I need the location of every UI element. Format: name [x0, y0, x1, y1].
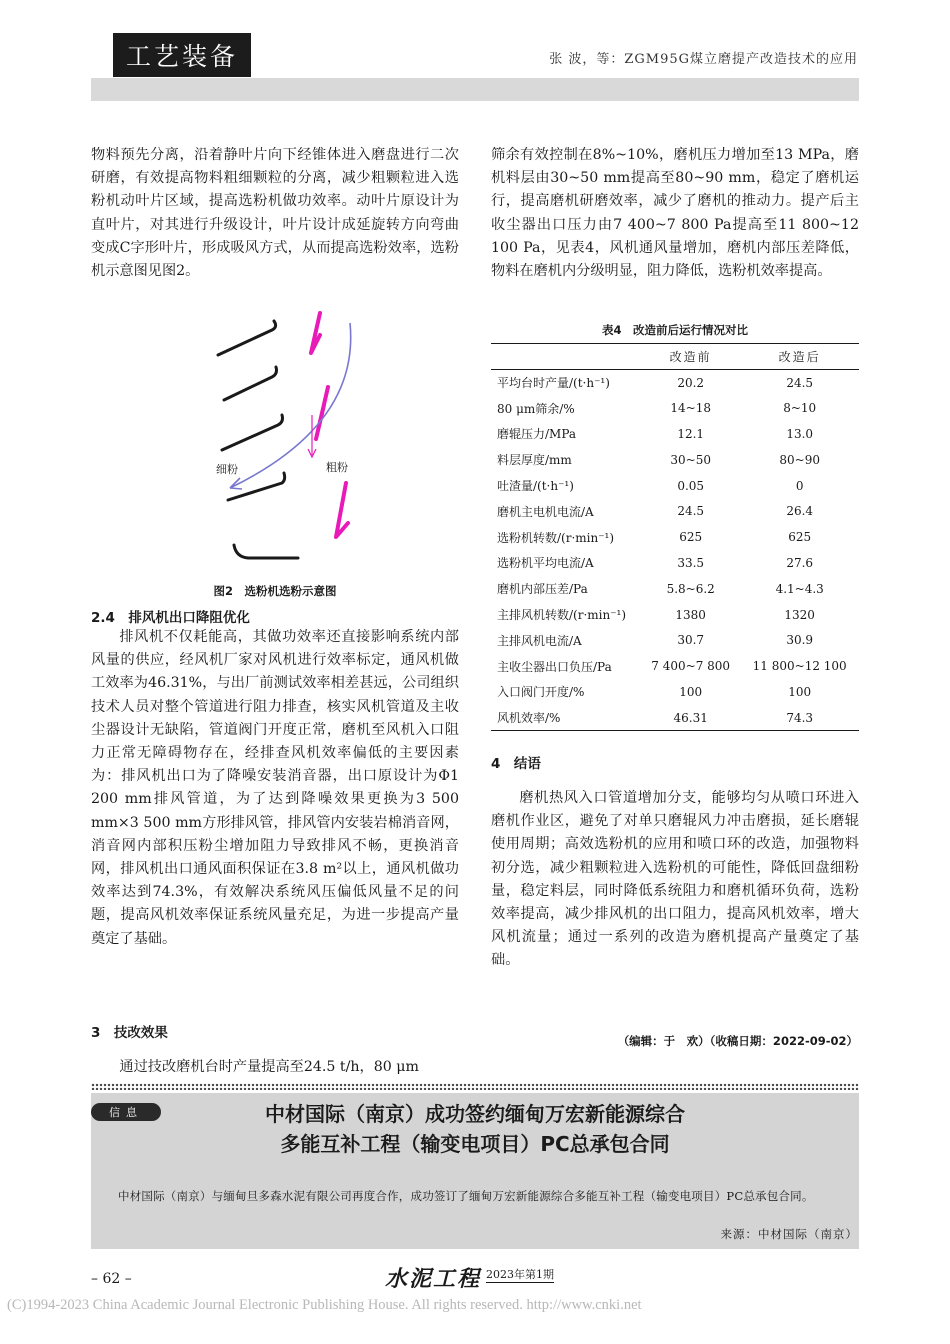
table-cell-after: 100	[788, 684, 812, 699]
table-row	[491, 524, 859, 550]
table-title: 表4 改造前后运行情况对比	[601, 323, 748, 337]
table-cell-after: 24.5	[786, 375, 814, 390]
news-headline	[91, 1099, 859, 1159]
coarse-blade-1	[311, 313, 320, 353]
table-header-param	[491, 344, 641, 370]
table-cell-param: 主排风机转数/(r·min⁻¹)	[497, 608, 627, 623]
table-cell-param: 80 μm筛余/%	[497, 401, 575, 416]
table-cell-before: 100	[679, 684, 703, 699]
figure-caption: 图2 选粉机选粉示意图	[213, 584, 337, 598]
table-cell-before: 46.31	[641, 705, 740, 731]
table-row	[491, 498, 859, 524]
blade-5	[234, 545, 298, 558]
table-cell-after: 74.3	[740, 705, 859, 731]
table-cell-after: 1320	[784, 607, 815, 622]
blade-3	[222, 415, 283, 450]
table-cell-param: 入口阀门开度/%	[497, 685, 585, 700]
table-cell-param: 风机效率/%	[491, 705, 641, 731]
news-tag: 信息	[91, 1103, 161, 1121]
table-cell-before: 12.1	[677, 426, 705, 441]
table-row	[491, 602, 859, 628]
right-paragraph-2: 磨机热风入口管道增加分支，能够均匀从喷口环进入磨机作业区，避免了对单只磨辊风力冲击磨损，延长磨辊使用周期；高效选粉机的应用和喷口环的改造，加强物料初分选，减少粗颗粒进入选粉机的可能性，降低回盘细粉量，稳定料层，同时降低系统阻力和磨机循环负荷，选粉效率提高，减少排风机的出口阻力，提高风机效率，增大风机流量；通过一系列的改造为磨机提高产量奠定了基础。	[491, 790, 859, 969]
page-number: – 62 –	[91, 1271, 132, 1287]
table-header-before: 改造前	[641, 344, 740, 370]
left-paragraph-2: 排风机不仅耗能高，其做功效率还直接影响系统内部风量的供应，经风机厂家对风机进行效率标定，通风机做工效率为46.31%，与出厂前测试效率相差甚远，公司组织技术人员对整个管道进行阻力排查，核实风机管道及主收尘器设计无缺陷，管道阀门开度正常，磨机至风机入口阻力正常无障碍物存在，经排查风机效率偏低的主要因素为：排风机出口为了降噪安装消音器，出口原设计为Φ1 200 mm排风管道，为了达到降噪效果更换为3 500 mm×3 500 mm方形排风管，排风管内安装岩棉消音网，消音网内部积压粉尘增加阻力导致排风不畅，更换消音网，排风机出口通风面积保证在3.8 m²以上，通风机做功效率达到74.3%，有效解决系统风压偏低风量不足的问题，提高风机效率保证系统风量充足，为进一步提高产量奠定了基础。	[91, 629, 459, 947]
table-row	[491, 679, 859, 705]
table-row	[491, 576, 859, 602]
running-title: 张 波，等：ZGM95G煤立磨提产改造技术的应用	[549, 52, 858, 67]
news-body: 中材国际（南京）与缅甸旦多森水泥有限公司再度合作，成功签订了缅甸万宏新能源综合多能互补工程（输变电项目）PC总承包合同。	[118, 1189, 814, 1203]
table-cell-after: 26.4	[786, 504, 814, 519]
table-header-row	[491, 344, 859, 370]
comparison-table	[491, 343, 859, 731]
right-paragraph-1: 筛余有效控制在8%~10%，磨机压力增加至13 MPa，磨机料层由30~50 mm提高至80~90 mm，稳定了磨机运行，提高磨机研磨效率，减少了磨机的推动力。提产后主收尘器出口压力由7 400~7 800 Pa提高至11 800~12 100 Pa，见表4，风机通风量增加，磨机内部压差降低，物料在磨机内分级明显，阻力降低，选粉机效率提高。	[491, 147, 859, 280]
journal-name: 水泥工程	[385, 1266, 482, 1292]
table-cell-before: 1380	[675, 607, 706, 622]
table-cell-after: 27.6	[786, 555, 814, 570]
label-coarse: 粗粉	[326, 461, 348, 474]
table-cell-after: 11 800~12 100	[752, 659, 847, 674]
editor-note: （编辑：于 欢）（收稿日期：2022-09-02）	[617, 1034, 858, 1048]
table-row	[491, 395, 859, 421]
table-cell-param: 选粉机转数/(r·min⁻¹)	[497, 530, 615, 545]
separator-diagram	[200, 305, 370, 575]
news-divider	[91, 1083, 859, 1090]
blade-4	[228, 473, 285, 500]
table-cell-before: 7 400~7 800	[651, 659, 731, 674]
left-column	[91, 144, 459, 283]
news-headline-line-2: 多能互补工程（输变电项目）PC总承包合同	[280, 1132, 670, 1156]
news-source: 来源：中材国际（南京）	[720, 1227, 858, 1241]
table-cell-param: 吐渣量/(t·h⁻¹)	[497, 479, 574, 494]
table-row	[491, 627, 859, 653]
table-cell-after: 30.9	[786, 633, 814, 648]
table-row	[491, 421, 859, 447]
left-paragraph-3: 通过技改磨机台时产量提高至24.5 t/h，80 μm	[119, 1059, 419, 1075]
section-2-4-title: 2.4 排风机出口降阻优化	[91, 610, 250, 626]
section-4-title: 4 结语	[491, 756, 541, 772]
table-cell-before: 24.5	[677, 504, 705, 519]
table-cell-before: 0.05	[677, 478, 705, 493]
table-row	[491, 370, 859, 396]
table-row	[491, 447, 859, 473]
section-tag: 工艺装备	[113, 33, 251, 77]
table-cell-after: 0	[795, 478, 804, 493]
table-cell-before: 5.8~6.2	[666, 581, 715, 596]
table-cell-before: 33.5	[677, 555, 705, 570]
table-cell-param: 平均台时产量/(t·h⁻¹)	[497, 376, 610, 391]
table-cell-before: 20.2	[677, 375, 705, 390]
section-3-title: 3 技改效果	[91, 1025, 168, 1041]
table-cell-before: 14~18	[670, 401, 711, 416]
table-cell-after: 13.0	[786, 426, 814, 441]
coarse-blade-3	[336, 483, 348, 537]
table-row	[491, 653, 859, 679]
table-cell-before: 30~50	[670, 452, 711, 467]
table-cell-param: 磨辊压力/MPa	[497, 427, 577, 442]
label-fine: 细粉	[216, 463, 238, 476]
table-row	[491, 550, 859, 576]
issue-label: 2023年第1期	[486, 1268, 554, 1281]
left-paragraph-1: 物料预先分离，沿着静叶片向下经锥体进入磨盘进行二次研磨，有效提高物料粗细颗粒的分离，减少粗颗粒进入选粉机动叶片区域，提高选粉机做功效率。动叶片原设计为直叶片，对其进行升级设计，叶片设计成延旋转方向弯曲变成C字形叶片，形成吸风方式，从而提高选粉效率，选粉机示意图见图2。	[91, 147, 459, 280]
table-cell-before: 625	[679, 530, 703, 545]
right-column-lower	[491, 787, 859, 973]
table-cell-param: 料层厚度/mm	[497, 453, 572, 468]
news-headline-line-1: 中材国际（南京）成功签约缅甸万宏新能源综合	[265, 1102, 685, 1126]
table-header-after: 改造后	[740, 344, 859, 370]
table-cell-after: 80~90	[779, 452, 820, 467]
left-column-lower	[91, 626, 459, 951]
left-column-tail	[91, 1056, 459, 1079]
table-row	[491, 473, 859, 499]
table-cell-before: 30.7	[677, 633, 705, 648]
table-cell-after: 625	[788, 530, 812, 545]
table-cell-after: 8~10	[783, 401, 817, 416]
table-cell-param: 主收尘器出口负压/Pa	[497, 659, 612, 674]
copyright-line: (C)1994-2023 China Academic Journal Electronic Publishing House. All rights reserved. http://www.cnki.net	[7, 1297, 642, 1313]
blade-2	[224, 367, 277, 400]
right-column	[491, 144, 859, 283]
table-cell-param: 选粉机平均电流/A	[497, 556, 594, 571]
table-cell-after: 4.1~4.3	[775, 581, 824, 596]
table-cell-param: 主排风机电流/A	[497, 633, 582, 648]
header-bar	[91, 78, 859, 101]
table-row	[491, 705, 859, 731]
table-cell-param: 磨机内部压差/Pa	[497, 582, 588, 597]
blade-1	[218, 321, 276, 355]
table-cell-param: 磨机主电机电流/A	[497, 504, 594, 519]
